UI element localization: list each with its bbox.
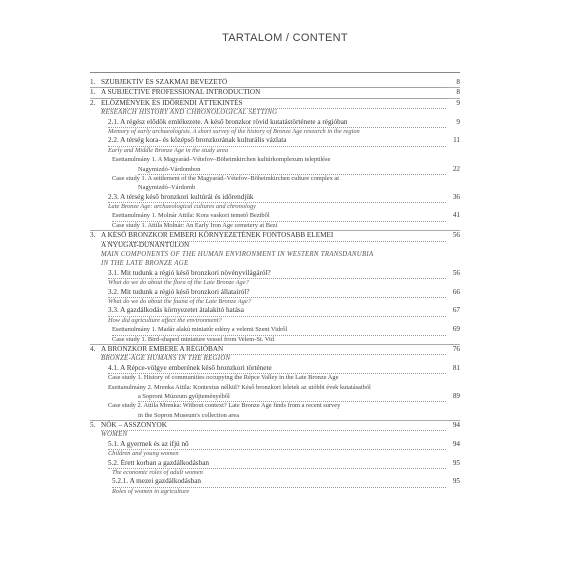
toc-entry-title: RESEARCH HISTORY AND CHRONOLOGICAL SETTING [101, 109, 278, 117]
toc-entry-page: 89 [452, 391, 460, 400]
toc-entry-title: 3.2. Mit tudunk a régió késő bronzkori állatairól? [108, 288, 446, 298]
toc-entry [90, 345, 460, 354]
toc-entry [90, 373, 460, 382]
toc-entry-title: 5.1. A gyermek és az ifjú nő [108, 440, 446, 450]
toc-entry-title: Case study 1. A settlement of the Magyarád–Vétefov–Böheimkirchen culture complex at [112, 174, 339, 182]
toc-entry-page: 69 [452, 325, 460, 334]
toc-entry-title: BRONZE-AGE HUMANS IN THE REGION [101, 355, 231, 363]
toc-entry-title: A BRONZKOR EMBERE A RÉGIÓBAN [101, 345, 446, 355]
toc-entry-page: 9 [456, 98, 460, 107]
toc-entry-title: WOMEN [101, 431, 128, 439]
toc-entry-number: 4. [90, 344, 96, 353]
toc-entry [90, 440, 460, 449]
toc-entry-title: ELŐZMÉNYEK ÉS IDŐRENDI ÁTTEKINTÉS [101, 99, 446, 109]
toc-entry [90, 269, 460, 278]
toc-entry-page: 56 [452, 268, 460, 277]
toc-entry [90, 392, 460, 401]
toc-entry [90, 278, 460, 287]
toc-entry [90, 364, 460, 373]
toc-entry [90, 316, 460, 325]
toc-entry-page: 56 [452, 231, 460, 240]
toc-entry [90, 411, 460, 421]
header-rule [90, 72, 460, 73]
toc-entry-title: IN THE LATE BRONZE AGE [101, 260, 189, 268]
toc-entry [90, 78, 460, 88]
toc-entry [90, 306, 460, 315]
table-of-contents [90, 78, 460, 496]
toc-entry-title: SZUBJEKTÍV ÉS SZAKMAI BEVEZETŐ [101, 78, 446, 88]
toc-entry [90, 221, 460, 231]
toc-entry [90, 430, 460, 439]
toc-entry [90, 477, 460, 486]
toc-entry-title: 5.2.1. A mezei gazdálkodásban [112, 477, 446, 487]
toc-entry [90, 118, 460, 127]
toc-entry [90, 146, 460, 155]
toc-entry [90, 155, 460, 164]
toc-entry-page: 22 [452, 164, 460, 173]
toc-entry-page: 81 [452, 363, 460, 372]
toc-entry-title: a Soproni Múzeum gyűjteményéből [138, 392, 446, 402]
toc-entry-title: Children and young women [108, 450, 179, 458]
toc-entry-title: in the Sopron Museum's collection area [138, 411, 240, 419]
toc-entry-page: 8 [456, 78, 460, 86]
toc-entry-page: 41 [452, 211, 460, 220]
toc-entry-title: What do we do about the fauna of the Late Bronze Age? [108, 297, 251, 305]
toc-entry-title: NŐK – ASSZONYOK [101, 421, 446, 431]
toc-entry [90, 383, 460, 392]
toc-entry-page: 8 [456, 88, 460, 97]
toc-entry [90, 325, 460, 334]
toc-entry [90, 136, 460, 145]
toc-entry [90, 193, 460, 202]
toc-entry-number: 3. [90, 231, 96, 240]
toc-entry-title: Esettanulmány 2. Mrenka Attila: Kontextus nélkül? Késő bronzkori leletek az utóbbi évek kutatásaiból [108, 383, 371, 391]
toc-entry-title: Nagymizdó–Várdomb [138, 184, 196, 192]
toc-entry-number: 1. [90, 88, 96, 97]
toc-entry-page: 9 [456, 117, 460, 126]
toc-entry-page: 95 [452, 477, 460, 486]
toc-entry [90, 401, 460, 410]
toc-entry-page: 94 [452, 421, 460, 430]
toc-entry [90, 354, 460, 363]
toc-entry [90, 449, 460, 458]
toc-entry-title: 2.3. A térség késő bronzkori kultúrái és időrendjük [108, 193, 446, 203]
toc-entry-title: Early and Middle Bronze Age in the study area [108, 146, 229, 154]
page-title: TARTALOM / CONTENT [222, 32, 348, 44]
toc-entry-title: The economic roles of adult women [112, 469, 203, 477]
toc-entry-page: 76 [452, 344, 460, 353]
toc-entry-title: Late Bronze Age: archaeological cultures and chronology [108, 203, 257, 211]
toc-entry-title: Case study 1. Attila Molnár: An Early Iron Age cemetery at Bezi [112, 221, 278, 229]
toc-entry-title: Case study 2. Attila Mrenka: Without context? Late Bronze Age finds from a recent survey [108, 402, 341, 410]
toc-entry [90, 183, 460, 192]
toc-entry-title: 3.3. A gazdálkodás környezetet átalakító hatása [108, 306, 446, 316]
toc-entry-title: Memory of early archaeologists. A short survey of the history of Bronze Age research in the region [108, 127, 360, 135]
toc-entry-title: Esettanulmány 1. A Magyarád–Vétefov–Böheimkirchen kultúrkomplexum települése [112, 156, 331, 164]
toc-entry [90, 202, 460, 211]
toc-entry [90, 250, 460, 259]
toc-entry [90, 211, 460, 220]
toc-entry-title: 3.1. Mit tudunk a régió késő bronzkori növényvilágáról? [108, 269, 446, 279]
toc-entry [90, 174, 460, 183]
toc-entry-title: Esettanulmány 1. Madár alakú miniatűr edény a velemi Szent Vidről [112, 325, 446, 335]
toc-entry [90, 297, 460, 306]
toc-entry [90, 241, 460, 250]
toc-entry [90, 459, 460, 468]
toc-entry-page: 11 [453, 136, 460, 145]
toc-entry-title: What do we do about the flora of the Late Bronze Age? [108, 279, 249, 287]
toc-entry-title: Nagymizdó-Várdombon [138, 165, 446, 175]
toc-entry [90, 127, 460, 136]
toc-entry-title: Esettanulmány 1. Molnár Attila: Kora vaskori temető Beziből [112, 211, 446, 221]
toc-entry-title: MAIN COMPONENTS OF THE HUMAN ENVIRONMENT IN WESTERN TRANSDANUBIA [101, 251, 374, 259]
toc-entry-number: 1. [90, 78, 96, 86]
toc-entry-title: 5.2. Érett korban a gazdálkodásban [108, 459, 446, 469]
toc-entry-title: 4.1. A Répce-völgye emberének késő bronzkori története [108, 364, 446, 374]
toc-entry-page: 67 [452, 306, 460, 315]
toc-entry [90, 288, 460, 297]
toc-entry [90, 99, 460, 108]
toc-entry-number: 5. [90, 421, 96, 430]
toc-entry-title: A SUBJECTIVE PROFESSIONAL INTRODUCTION [101, 88, 446, 98]
toc-entry [90, 108, 460, 117]
toc-entry [90, 487, 460, 496]
toc-entry-title: Roles of women in agriculture [112, 487, 190, 495]
toc-entry-title: How did agriculture affect the environment? [108, 316, 222, 324]
toc-entry-page: 94 [452, 439, 460, 448]
toc-entry [90, 259, 460, 268]
toc-entry-page: 66 [452, 287, 460, 296]
toc-entry-title: 2.1. A régész elődök emlékezete. A késő bronzkor rövid kutatástörténete a régióban [108, 118, 446, 128]
toc-entry-title: Case study 1. Bird-shaped miniature vessel from Velem-St. Vid [112, 335, 274, 343]
toc-entry-page: 95 [452, 458, 460, 467]
toc-entry [90, 335, 460, 345]
toc-entry [90, 88, 460, 98]
toc-entry [90, 231, 460, 240]
toc-entry-page: 36 [452, 192, 460, 201]
toc-entry [90, 165, 460, 174]
toc-entry [90, 468, 460, 477]
toc-entry-title: A KÉSŐ BRONZKOR EMBERI KÖRNYEZETÉNEK FONTOSABB ELEMEI [101, 231, 446, 241]
toc-entry-title: A NYUGAT-DUNÁNTÚLON [101, 240, 190, 249]
toc-entry-number: 2. [90, 98, 96, 107]
toc-entry-title: 2.2. A térség kora- és középső bronzkorának kulturális vázlata [108, 136, 446, 146]
toc-entry [90, 421, 460, 430]
toc-entry-title: Case study 1. History of communities occupying the Répce Valley in the Late Bronze Age [108, 374, 339, 382]
